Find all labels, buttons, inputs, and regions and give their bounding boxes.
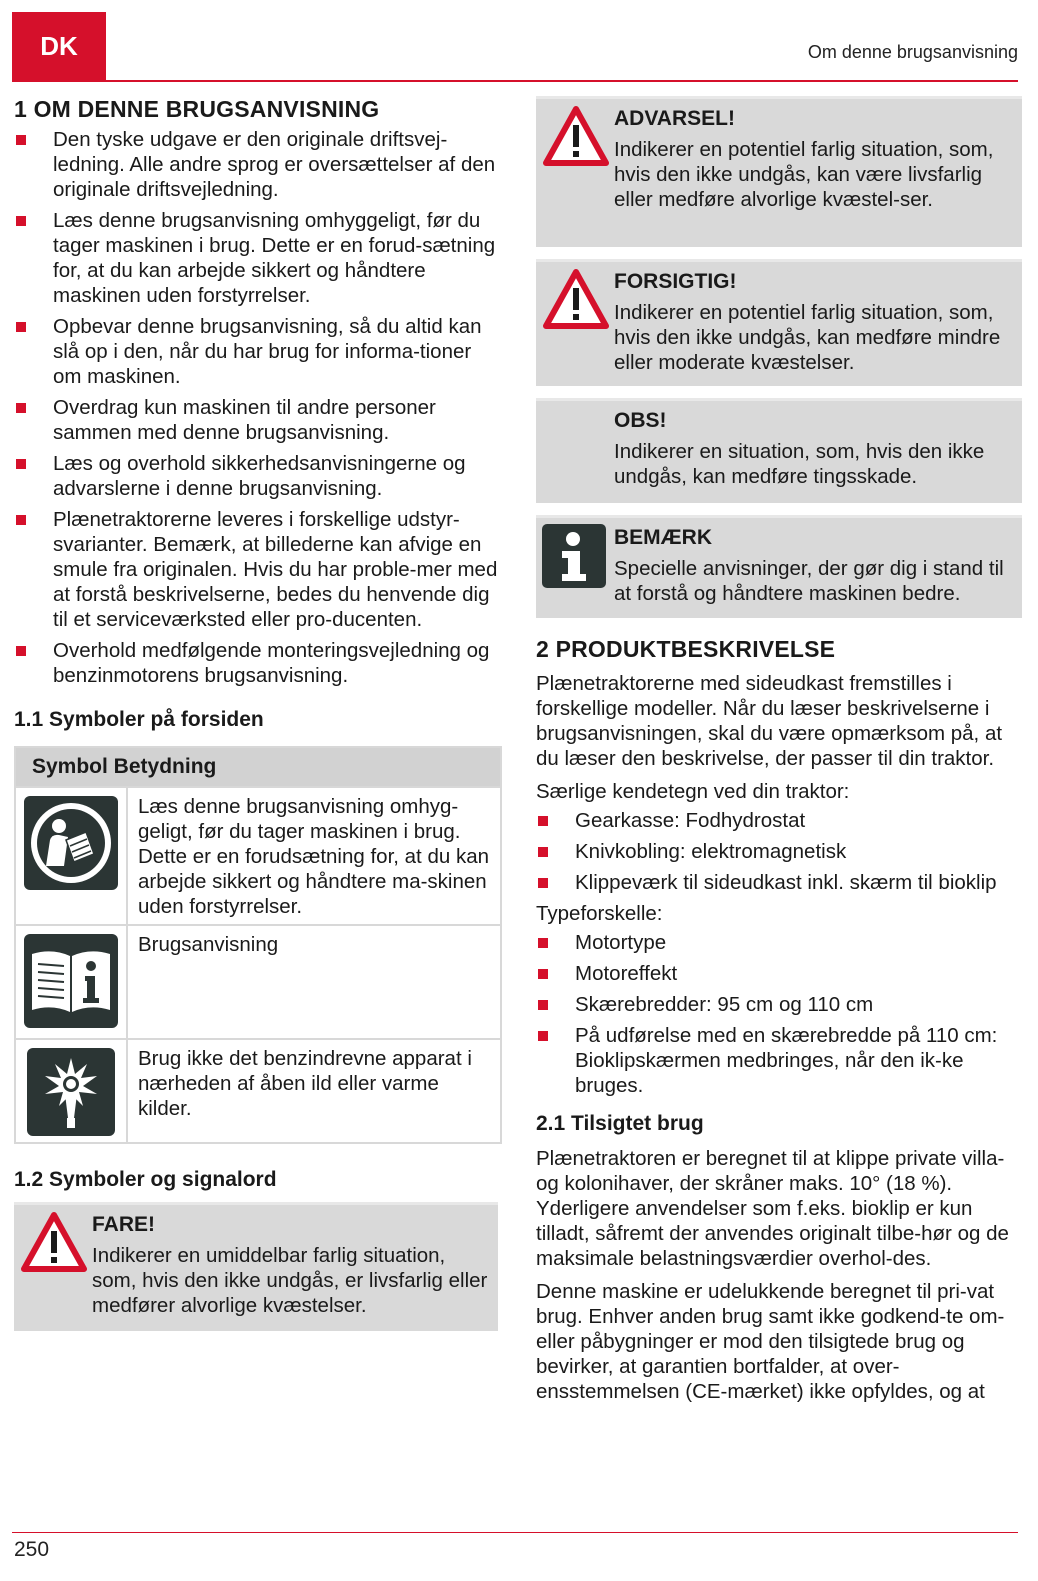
list-item: Overdrag kun maskinen til andre personer sammen med denne brugsanvisning. (14, 395, 498, 445)
signal-text: Indikerer en potentiel farlig situation, som, hvis den ikke undgås, kan medføre mindre eller moderate kvæstelser. (614, 301, 1001, 374)
table-row (16, 1038, 500, 1142)
symbol-description: Brugsanvisning (138, 933, 279, 956)
signal-box-bemaerk (536, 515, 1022, 618)
list-item: Skærebredder: 95 cm og 110 cm (536, 992, 1022, 1017)
signal-title: FARE! (92, 1213, 155, 1236)
list-item: Overhold medfølgende monteringsvejledning og benzinmotorens brugsanvisning. (14, 638, 498, 688)
table-row (16, 924, 500, 1038)
section-2-heading: 2 PRODUKTBESKRIVELSE (536, 636, 836, 662)
features-list (536, 808, 1022, 895)
section-1-heading: 1 OM DENNE BRUGSANVISNING (14, 96, 380, 122)
section-2-1-paragraph-2: Denne maskine er udelukkende beregnet til pri-vat brug. Enhver anden brug samt ikke godkend-te om- eller påbygninger er mod den tilsigtede brug og bevirker, at garantien bortfalder, at over-ensstemmelsen (CE-mærket) ikke opfyldes, og at (536, 1280, 1005, 1403)
list-item: På udførelse med en skærebredde på 110 cm: Bioklipskærmen medbringes, når den ik-ke bruges. (536, 1023, 1022, 1098)
header-divider (12, 80, 1018, 82)
signal-title: FORSIGTIG! (614, 270, 737, 293)
features-label: Særlige kendetegn ved din traktor: (536, 780, 850, 803)
list-item: Knivkobling: elektromagnetisk (536, 839, 1022, 864)
list-item: Læs denne brugsanvisning omhyggeligt, før du tager maskinen i brug. Dette er en forud-sætning for, at du kan arbejde sikkert og håndtere maskinen uden forstyrrelser. (14, 208, 498, 308)
list-item: Motortype (536, 930, 1022, 955)
symbol-table (14, 746, 502, 1144)
types-label: Typeforskelle: (536, 902, 663, 925)
table-row (16, 786, 500, 924)
no-open-flame-icon (27, 1048, 115, 1136)
section-1-bullet-list (14, 127, 498, 688)
signal-box-forsigtig (536, 259, 1022, 386)
section-2-intro: Plænetraktorerne med sideudkast fremstilles i forskellige modeller. Når du læser beskrivelserne i brugsanvisningen, skal du være opmærksom på, at du læser den beskrivelse, der passer til din traktor. (536, 672, 1003, 770)
language-tab: DK (12, 12, 106, 80)
warning-triangle-icon (20, 1211, 88, 1273)
list-item: Opbevar denne brugsanvisning, så du altid kan slå op i den, når du har brug for informa-tioner om maskinen. (14, 314, 498, 389)
signal-text: Indikerer en situation, som, hvis den ikke undgås, kan medføre tingsskade. (614, 440, 985, 488)
section-2-1-heading: 2.1 Tilsigtet brug (536, 1112, 704, 1135)
signal-title: OBS! (614, 409, 667, 432)
types-list (536, 930, 1022, 1098)
signal-title: ADVARSEL! (614, 107, 735, 130)
list-item: Læs og overhold sikkerhedsanvisningerne og advarslerne i denne brugsanvisning. (14, 451, 498, 501)
symbol-description: Brug ikke det benzindrevne apparat i nærheden af åben ild eller varme kilder. (138, 1047, 472, 1120)
list-item: Motoreffekt (536, 961, 1022, 986)
info-icon (542, 524, 606, 588)
read-manual-icon (24, 796, 118, 890)
warning-triangle-icon (542, 105, 610, 167)
signal-text: Indikerer en potentiel farlig situation, som, hvis den ikke undgås, kan være livsfarlig eller medføre alvorlige kvæstel-ser. (614, 138, 994, 211)
manual-book-info-icon (24, 934, 118, 1028)
right-column (536, 96, 1022, 1412)
signal-text: Indikerer en umiddelbar farlig situation, som, hvis den ikke undgås, er livsfarlig eller medfører alvorlige kvæstelser. (92, 1244, 488, 1317)
signal-box-advarsel (536, 96, 1022, 247)
list-item: Klippeværk til sideudkast inkl. skærm til bioklip (536, 870, 1022, 895)
signal-box-obs (536, 398, 1022, 503)
symbol-description: Læs denne brugsanvisning omhyg-geligt, før du tager maskinen i brug. Dette er en forudsætning for, at du kan arbejde sikkert og håndtere ma-skinen uden forstyrrelser. (138, 795, 489, 918)
left-column (14, 96, 498, 1331)
warning-triangle-icon (542, 268, 610, 330)
list-item: Plænetraktorerne leveres i forskellige udstyr-svarianter. Bemærk, at billederne kan afvige en smule fra originalen. Hvis du har proble-mer med at forstå beskrivelserne, bedes du henvende dig til et serviceværksted eller pro-ducenten. (14, 507, 498, 632)
signal-box-fare (14, 1202, 498, 1331)
signal-text: Specielle anvisninger, der gør dig i stand til at forstå og håndtere maskinen bedre. (614, 557, 1004, 605)
section-2-1-paragraph-1: Plænetraktoren er beregnet til at klippe private villa- og kolonihaver, der skråner maks. 10° (18 %). Yderligere anvendelser som f.eks. bioklip er kun tilladt, såfremt der anvendes originalt tilbe-hør og de maksimale belastningsværdier overhol-des. (536, 1147, 1009, 1270)
page-header-title: Om denne brugsanvisning (807, 42, 1018, 62)
page-number: 250 (14, 1538, 50, 1561)
section-1-2-heading: 1.2 Symboler og signalord (14, 1168, 277, 1191)
list-item: Gearkasse: Fodhydrostat (536, 808, 1022, 833)
list-item: Den tyske udgave er den originale driftsvej-ledning. Alle andre sprog er oversættelser af den originale driftsvejledning. (14, 127, 498, 202)
signal-title: BEMÆRK (614, 526, 712, 549)
section-1-1-heading: 1.1 Symboler på forsiden (14, 708, 264, 731)
symbol-table-header: Symbol Betydning (16, 748, 500, 786)
footer-divider (12, 1532, 1018, 1533)
